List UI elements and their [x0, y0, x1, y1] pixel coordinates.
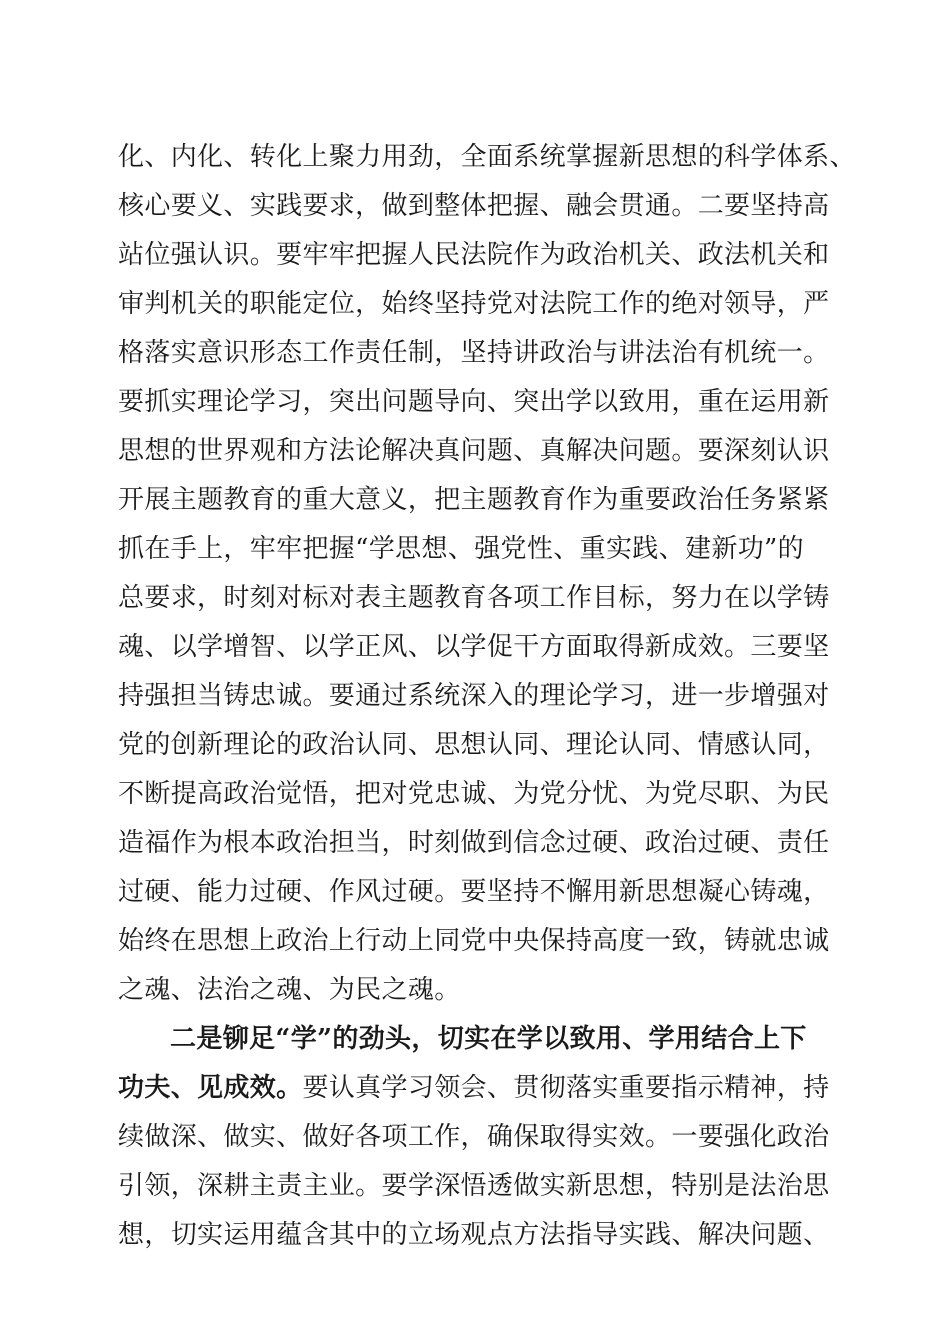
text-line [118, 1068, 838, 1108]
text-line: 持强担当铸忠诚。要通过系统深入的理论学习，进一步增强对 [118, 681, 830, 711]
text-line: 站位强认识。要牢牢把握人民法院作为政治机关、政法机关和 [118, 240, 830, 270]
text-line: 总要求，时刻对标对表主题教育各项工作目标，努力在以学铸 [118, 583, 830, 613]
text-line: 魂、以学增智、以学正风、以学促干方面取得新成效。三要坚 [118, 632, 830, 662]
text-line: 想，切实运用蕴含其中的立场观点方法指导实践、解决问题、 [118, 1220, 830, 1250]
text-line-rest: 要认真学习领会、贯彻落实重要指示精神，持 [302, 1073, 830, 1103]
text-line: 造福作为根本政治担当，时刻做到信念过硬、政治过硬、责任 [118, 828, 830, 858]
text-line: 抓在手上，牢牢把握“学思想、强党性、重实践、建新功”的 [118, 534, 805, 564]
text-line: 开展主题教育的重大意义，把主题教育作为重要政治任务紧紧 [118, 485, 830, 515]
text-line: 核心要义、实践要求，做到整体把握、融会贯通。二要坚持高 [118, 191, 830, 221]
text-line: 思想的世界观和方法论解决真问题、真解决问题。要深刻认识 [118, 436, 830, 466]
text-line: 审判机关的职能定位，始终坚持党对法院工作的绝对领导，严 [118, 289, 830, 319]
text-line: 过硬、能力过硬、作风过硬。要坚持不懈用新思想凝心铸魂， [118, 877, 830, 907]
text-line: 党的创新理论的政治认同、思想认同、理论认同、情感认同， [118, 730, 830, 760]
paragraph-heading-line: 二是铆足“学”的劲头，切实在学以致用、学用结合上下 [170, 1024, 807, 1054]
text-line: 始终在思想上政治上行动上同党中央保持高度一致，铸就忠诚 [118, 926, 830, 956]
text-line: 格落实意识形态工作责任制，坚持讲政治与讲法治有机统一。 [118, 338, 830, 368]
text-line: 要抓实理论学习，突出问题导向、突出学以致用，重在运用新 [118, 387, 830, 417]
paragraph-heading-end: 功夫、见成效。 [118, 1073, 303, 1103]
text-line: 续做深、做实、做好各项工作，确保取得实效。一要强化政治 [118, 1122, 830, 1152]
text-line: 引领，深耕主责主业。要学深悟透做实新思想，特别是法治思 [118, 1171, 830, 1201]
text-line: 化、内化、转化上聚力用劲，全面系统掌握新思想的科学体系、 [118, 142, 856, 172]
text-line: 不断提高政治觉悟，把对党忠诚、为党分忧、为党尽职、为民 [118, 779, 830, 809]
text-line: 之魂、法治之魂、为民之魂。 [118, 975, 461, 1005]
